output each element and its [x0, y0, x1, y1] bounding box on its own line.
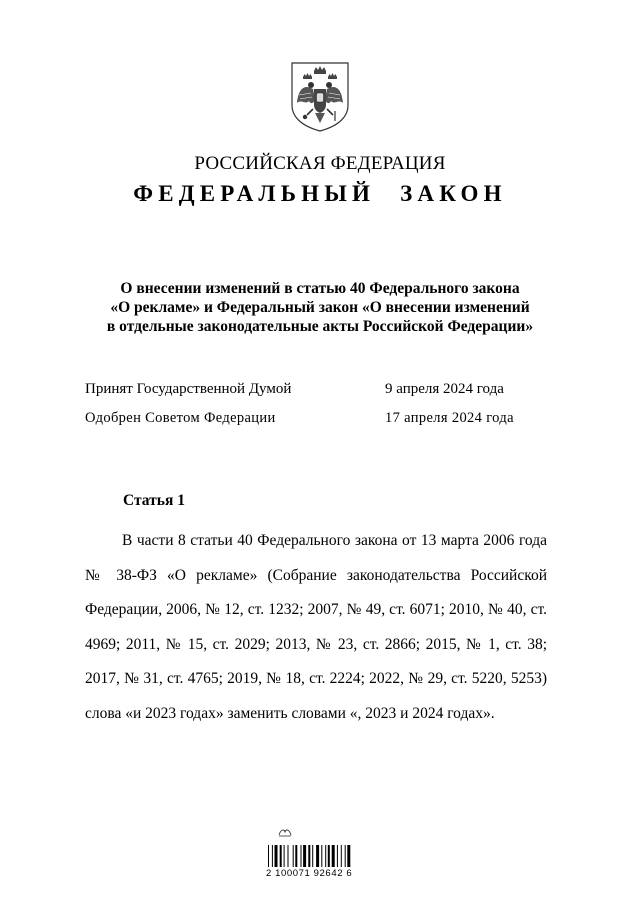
approved-by-council-date: 17 апреля 2024 года: [385, 410, 514, 426]
law-title-line: «О рекламе» и Федеральный закон «О внесении изменений: [110, 299, 530, 316]
russian-coat-of-arms-icon: [289, 61, 351, 133]
article-body: [85, 524, 547, 731]
country-name: РОССИЙСКАЯ ФЕДЕРАЦИЯ: [194, 153, 446, 174]
barcode-icon: [268, 845, 376, 867]
barcode-mark-icon: [278, 827, 292, 837]
law-title-line: О внесении изменений в статью 40 Федерального закона: [120, 280, 520, 297]
article-paragraph: В части 8 статьи 40 Федерального закона от 13 марта 2006 года № 38-ФЗ «О рекламе» (Собрание законодательства Российской Федерации, 2006, № 12, ст. 1232; 2007, № 49, ст. 6071; 2010, № 40, ст. 4969; 2011, № 15, ст. 2029; 2013, № 23, ст. 2866; 2015, № 1, ст. 38; 2017, № 31, ст. 4765; 2019, № 18, ст. 2224; 2022, № 29, ст. 5220, 5253) слова «и 2023 годах» заменить словами «, 2023 и 2024 годах».: [85, 532, 547, 722]
barcode-number: 2 100071 92642 6: [266, 868, 353, 879]
document-type: ФЕДЕРАЛЬНЫЙ ЗАКОН: [133, 181, 507, 206]
adopted-by-duma-label: Принят Государственной Думой: [85, 381, 292, 397]
law-title-line: в отдельные законодательные акты Российской Федерации»: [106, 318, 534, 335]
adopted-by-duma-date: 9 апреля 2024 года: [385, 381, 504, 397]
approved-by-council-label: Одобрен Советом Федерации: [85, 410, 276, 426]
law-title: [60, 279, 580, 336]
article-heading: Статья 1: [123, 492, 185, 509]
